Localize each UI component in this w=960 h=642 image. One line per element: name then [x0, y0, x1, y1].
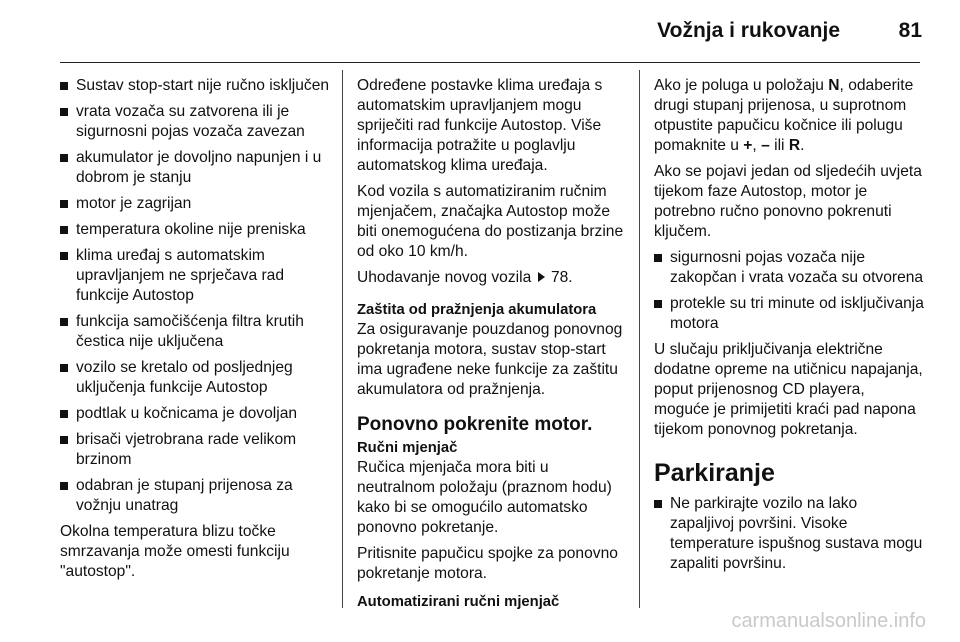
column-divider-2 [639, 70, 640, 608]
list-item: brisači vjetrobrana rade velikom brzinom [60, 430, 332, 470]
column-3 [654, 76, 924, 580]
column-1 [60, 76, 332, 588]
bullet-icon [60, 482, 68, 490]
bullet-icon [60, 318, 68, 326]
bullet-icon [60, 200, 68, 208]
subheading: Ručni mjenjač [357, 440, 458, 456]
watermark-text: carmanualsonline.info [731, 610, 926, 632]
list-item: protekle su tri minute od isključivanja motora [654, 294, 924, 334]
body-paragraph: Ako je poluga u položaju N, odaberite drugi stupanj prijenosa, u suprotnom otpustite papučicu kočnice ili polugu pomaknite u +, – ili R. [654, 77, 914, 154]
body-paragraph: Određene postavke klima uređaja s automatskim upravljanjem mogu spriječiti rad funkcije Autostop. Više informacija potražite u poglavlju automatskog klima uređaja. [357, 77, 603, 174]
body-paragraph: Okolna temperatura blizu točke smrzavanja može omesti funkciju "autostop". [60, 523, 290, 580]
column-divider-1 [342, 70, 343, 608]
list-item: vozilo se kretalo od posljednjeg uključenja funkcije Autostop [60, 358, 332, 398]
cross-reference-link[interactable]: 78. [550, 269, 573, 286]
bullet-icon [60, 252, 68, 260]
list-item: odabran je stupanj prijenosa za vožnju unatrag [60, 476, 332, 516]
section-title: Vožnja i rukovanje [657, 19, 840, 42]
list-item: Sustav stop-start nije ručno isključen [60, 76, 332, 96]
header-divider [60, 62, 920, 63]
body-paragraph: Kod vozila s automatiziranim ručnim mjenjačem, značajka Autostop može biti onemogućena do postizanja brzine od oko 10 km/h. [357, 183, 624, 260]
page-header [0, 0, 960, 62]
body-paragraph: Za osiguravanje pouzdanog ponovnog pokretanja motora, sustav stop-start ima ugrađene neke funkcije za zaštitu akumulatora od pražnjenja. [357, 321, 623, 398]
body-paragraph: Ako se pojavi jedan od sljedećih uvjeta tijekom faze Autostop, motor je potrebno ručno ponovno pokrenuti ključem. [654, 163, 922, 240]
section-heading: Ponovno pokrenite motor. [357, 414, 593, 435]
bullet-icon [60, 82, 68, 90]
list-item: klima uređaj s automatskim upravljanjem ne sprječava rad funkcije Autostop [60, 246, 332, 306]
column-2 [357, 76, 627, 612]
bullet-icon [60, 108, 68, 116]
body-paragraph: Pritisnite papučicu spojke za ponovno pokretanje motora. [357, 545, 618, 582]
bullet-icon [60, 364, 68, 372]
chapter-heading: Parkiranje [654, 459, 775, 487]
list-item: podtlak u kočnicama je dovoljan [60, 404, 332, 424]
subheading: Automatizirani ručni mjenjač [357, 594, 560, 610]
body-paragraph: Ručica mjenjača mora biti u neutralnom položaju (praznom hodu) kako bi se omogućilo automatsko ponovno pokretanje. [357, 459, 612, 536]
list-item: akumulator je dovoljno napunjen i u dobrom je stanju [60, 148, 332, 188]
list-item: sigurnosni pojas vozača nije zakopčan i vrata vozača su otvorena [654, 248, 924, 288]
page-reference-icon [538, 272, 545, 282]
bullet-icon [60, 436, 68, 444]
bullet-icon [654, 300, 662, 308]
list-item: temperatura okoline nije preniska [60, 220, 332, 240]
list-item: motor je zagrijan [60, 194, 332, 214]
bullet-icon [60, 410, 68, 418]
bullet-icon [654, 254, 662, 262]
body-paragraph: Uhodavanje novog vozila 78. [357, 269, 573, 286]
page-number: 81 [898, 19, 922, 42]
subheading: Zaštita od pražnjenja akumulatora [357, 302, 597, 318]
list-item: Ne parkirajte vozilo na lako zapaljivoj površini. Visoke temperature ispušnog sustava mogu zapaliti površinu. [654, 494, 924, 574]
bullet-icon [60, 226, 68, 234]
list-item: vrata vozača su zatvorena ili je sigurnosni pojas vozača zavezan [60, 102, 332, 142]
bullet-icon [60, 154, 68, 162]
list-item: funkcija samočišćenja filtra krutih čestica nije uključena [60, 312, 332, 352]
body-paragraph: U slučaju priključivanja električne dodatne opreme na utičnicu napajanja, poput prijenosnog CD playera, moguće je primijetiti kraći pad napona tijekom ponovnog pokretanja. [654, 341, 923, 438]
bullet-icon [654, 500, 662, 508]
